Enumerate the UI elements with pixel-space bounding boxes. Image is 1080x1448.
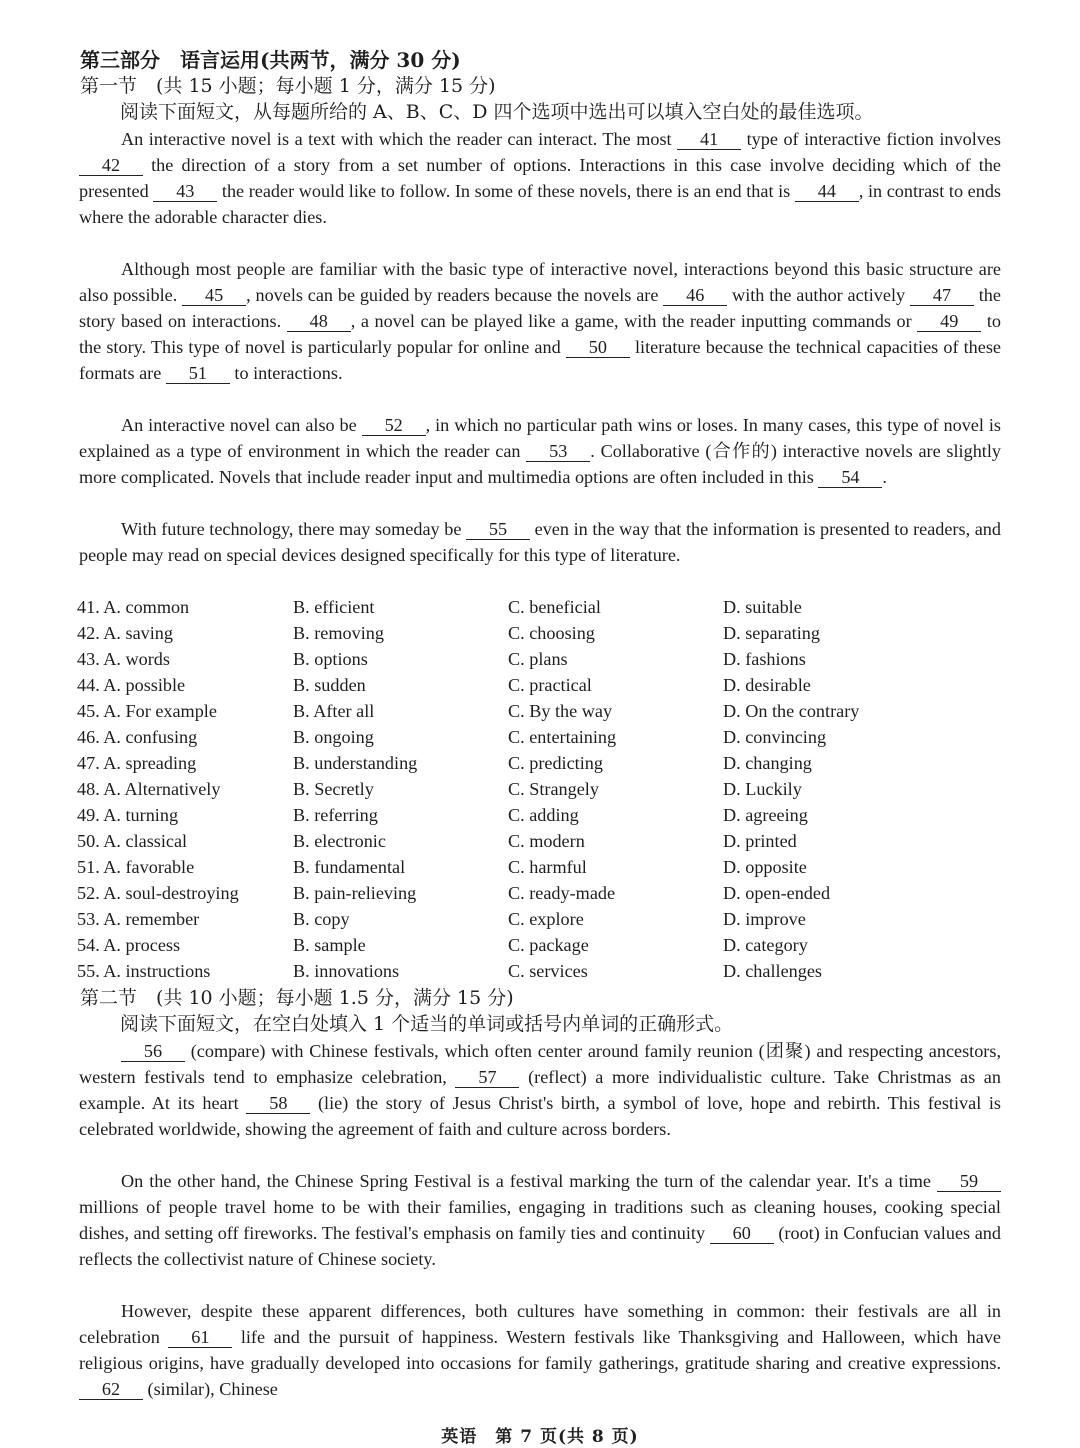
part1-heading: 第一节 (共 15 小题；每小题 1 分，满分 15 分): [80, 75, 496, 97]
option-row: [77, 828, 1017, 854]
option-b: B. ongoing: [293, 727, 374, 747]
passage1-paragraph-1: An interactive novel is a text with which the reader can interact. The most 41 type of interactive fiction involves 42 the direction of a story from a set number of options. Interactions in this case involve deciding which of the presented 43 the reader would like to follow. In some of these novels, there is an end that is 44 , in contrast to ends where the adorable character dies.: [79, 129, 1001, 227]
option-row: [77, 854, 1017, 880]
option-c: C. entertaining: [508, 727, 617, 747]
blank-62: 62: [79, 1379, 143, 1400]
option-c: C. adding: [508, 805, 579, 825]
option-c: C. modern: [508, 831, 585, 851]
passage2-paragraph-1: 56 (compare) with Chinese festivals, which often center around family reunion (团聚) and respecting ancestors, western festivals tend to emphasize celebration, 57 (reflect) a more individualistic culture. Take Christmas as an example. At its heart 58 (lie) the story of Jesus Christ's birth, a symbol of love, hope and rebirth. This festival is celebrated worldwide, showing the agreement of faith and culture across borders.: [79, 1041, 1001, 1139]
blank-45: 45: [182, 285, 246, 306]
option-row: [77, 672, 1017, 698]
option-d: D. convincing: [723, 727, 827, 747]
option-c: C. services: [508, 961, 588, 981]
option-d: D. desirable: [723, 675, 811, 695]
option-row: [77, 646, 1017, 672]
option-d: D. printed: [723, 831, 797, 851]
option-c: C. Strangely: [508, 779, 599, 799]
blank-56: 56: [121, 1041, 185, 1062]
option-d: D. fashions: [723, 649, 806, 669]
option-d: D. category: [723, 935, 808, 955]
option-c: C. ready-made: [508, 883, 616, 903]
option-row: [77, 880, 1017, 906]
option-b: B. sudden: [293, 675, 366, 695]
page-footer: 英语 第 7 页(共 8 页): [441, 1427, 639, 1447]
option-c: C. package: [508, 935, 589, 955]
option-a: 41. A. common: [77, 597, 190, 617]
option-b: B. referring: [293, 805, 378, 825]
option-c: C. predicting: [508, 753, 603, 773]
option-b: B. pain-relieving: [293, 883, 417, 903]
option-row: [77, 932, 1017, 958]
passage1-paragraph-4: With future technology, there may someday be 55 even in the way that the information is presented to readers, and people may read on special devices designed specifically for this type of literature.: [79, 519, 1001, 565]
option-row: [77, 906, 1017, 932]
option-b: B. sample: [293, 935, 366, 955]
option-c: C. harmful: [508, 857, 587, 877]
option-b: B. innovations: [293, 961, 400, 981]
option-a: 42. A. saving: [77, 623, 173, 643]
option-b: B. After all: [293, 701, 375, 721]
option-c: C. beneficial: [508, 597, 601, 617]
option-a: 44. A. possible: [77, 675, 186, 695]
option-b: B. removing: [293, 623, 384, 643]
passage2-paragraph-3: However, despite these apparent differences, both cultures have something in common: their festivals are all in celebration 61 life and the pursuit of happiness. Western festivals like Thanksgiving and Halloween, which have religious origins, have gradually developed into occasions for family gatherings, gratitude sharing and creative expressions. 62 (similar), Chinese: [79, 1301, 1001, 1399]
option-d: D. suitable: [723, 597, 802, 617]
blank-41: 41: [677, 129, 741, 150]
option-row: [77, 802, 1017, 828]
section-title: 第三部分 语言运用(共两节，满分 30 分): [80, 48, 461, 72]
option-b: B. fundamental: [293, 857, 406, 877]
option-b: B. efficient: [293, 597, 375, 617]
blank-48: 48: [287, 311, 351, 332]
option-row: [77, 620, 1017, 646]
option-d: D. open-ended: [723, 883, 831, 903]
option-c: C. By the way: [508, 701, 613, 721]
option-row: [77, 958, 1017, 984]
blank-51: 51: [166, 363, 230, 384]
option-d: D. separating: [723, 623, 820, 643]
option-c: C. practical: [508, 675, 592, 695]
option-c: C. plans: [508, 649, 568, 669]
option-d: D. agreeing: [723, 805, 808, 825]
answer-options: [77, 594, 1017, 984]
blank-49: 49: [917, 311, 981, 332]
blank-44: 44: [795, 181, 859, 202]
option-d: D. challenges: [723, 961, 822, 981]
passage2-paragraph-2: On the other hand, the Chinese Spring Festival is a festival marking the turn of the calendar year. It's a time 59 millions of people travel home to be with their families, engaging in traditions such as cleaning houses, cooking special dishes, and setting off fireworks. The festival's emphasis on family ties and continuity 60 (root) in Confucian values and reflects the collectivist nature of Chinese society.: [79, 1171, 1001, 1269]
option-c: C. explore: [508, 909, 584, 929]
blank-46: 46: [663, 285, 727, 306]
option-row: [77, 594, 1017, 620]
blank-47: 47: [910, 285, 974, 306]
option-d: D. improve: [723, 909, 806, 929]
option-d: D. changing: [723, 753, 812, 773]
option-a: 51. A. favorable: [77, 857, 195, 877]
option-b: B. Secretly: [293, 779, 374, 799]
option-a: 47. A. spreading: [77, 753, 197, 773]
option-b: B. copy: [293, 909, 350, 929]
blank-52: 52: [362, 415, 426, 436]
option-a: 50. A. classical: [77, 831, 188, 851]
blank-54: 54: [818, 467, 882, 488]
blank-55: 55: [466, 519, 530, 540]
option-d: D. opposite: [723, 857, 807, 877]
option-b: B. options: [293, 649, 368, 669]
option-b: B. understanding: [293, 753, 418, 773]
passage1-paragraph-3: An interactive novel can also be 52 , in which no particular path wins or loses. In many cases, this type of novel is explained as a type of environment in which the reader can 53 . Collaborative (合作的) interactive novels are slightly more complicated. Novels that include reader input and multimedia options are often included in this 54 .: [79, 415, 1001, 487]
part2-heading: 第二节 (共 10 小题；每小题 1.5 分，满分 15 分): [80, 987, 514, 1009]
option-a: 52. A. soul-destroying: [77, 883, 239, 903]
option-a: 49. A. turning: [77, 805, 179, 825]
option-b: B. electronic: [293, 831, 386, 851]
part2-instruction: 阅读下面短文，在空白处填入 1 个适当的单词或括号内单词的正确形式。: [120, 1013, 734, 1035]
option-d: D. On the contrary: [723, 701, 860, 721]
blank-59: 59: [937, 1171, 1001, 1192]
blank-58: 58: [246, 1093, 310, 1114]
blank-50: 50: [566, 337, 630, 358]
option-a: 53. A. remember: [77, 909, 200, 929]
option-a: 45. A. For example: [77, 701, 217, 721]
option-row: [77, 724, 1017, 750]
option-a: 48. A. Alternatively: [77, 779, 221, 799]
option-a: 54. A. process: [77, 935, 181, 955]
part1-instruction: 阅读下面短文，从每题所给的 A、B、C、D 四个选项中选出可以填入空白处的最佳选项。: [120, 101, 874, 123]
blank-53: 53: [526, 441, 590, 462]
option-row: [77, 776, 1017, 802]
option-c: C. choosing: [508, 623, 595, 643]
option-row: [77, 750, 1017, 776]
option-a: 55. A. instructions: [77, 961, 211, 981]
blank-60: 60: [710, 1223, 774, 1244]
blank-61: 61: [168, 1327, 232, 1348]
option-d: D. Luckily: [723, 779, 802, 799]
blank-43: 43: [153, 181, 217, 202]
blank-57: 57: [455, 1067, 519, 1088]
blank-42: 42: [79, 155, 143, 176]
passage1-paragraph-2: Although most people are familiar with the basic type of interactive novel, interactions beyond this basic structure are also possible. 45 , novels can be guided by readers because the novels are 46 with the author actively 47 the story based on interactions. 48 , a novel can be played like a game, with the reader inputting commands or 49 to the story. This type of novel is particularly popular for online and 50 literature because the technical capacities of these formats are 51 to interactions.: [79, 259, 1001, 383]
option-a: 43. A. words: [77, 649, 170, 669]
option-row: [77, 698, 1017, 724]
option-a: 46. A. confusing: [77, 727, 198, 747]
